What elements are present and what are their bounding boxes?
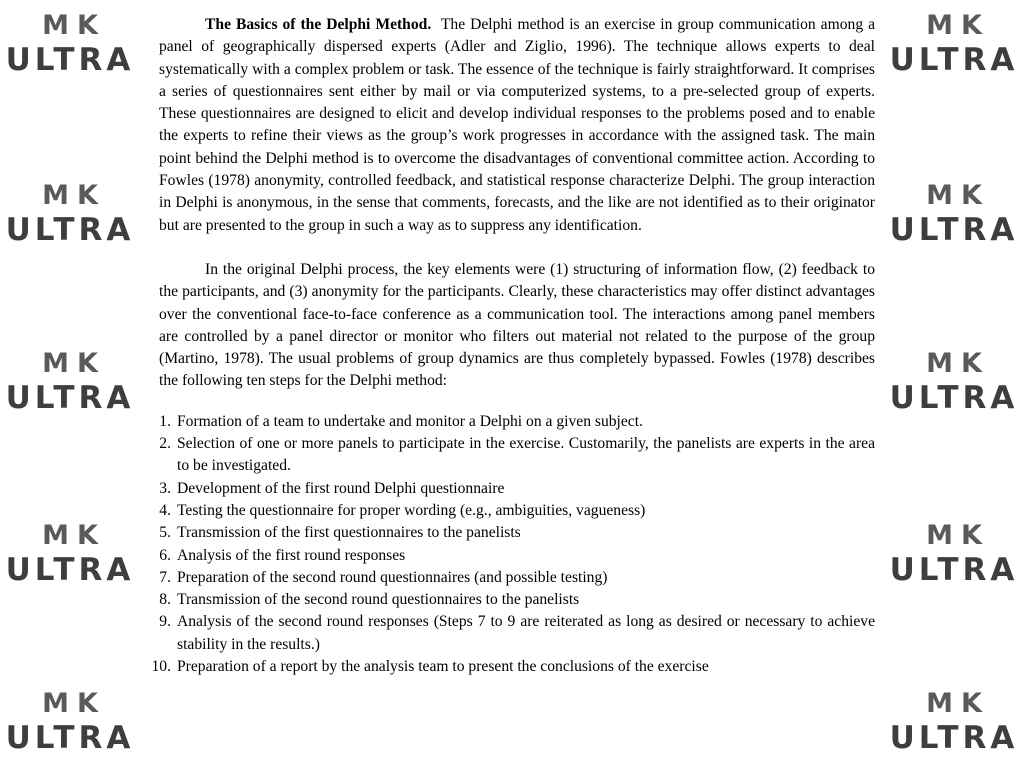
- article-body: [151, 14, 876, 678]
- list-item-text: Transmission of the first questionnaires to the panelists: [177, 524, 521, 542]
- watermark-ultra: ULTRA: [889, 42, 1019, 78]
- list-item-text: Transmission of the second round questionnaires to the panelists: [177, 591, 580, 609]
- list-item: [159, 433, 875, 478]
- list-item-number: 2.: [159, 435, 171, 453]
- watermark-logo: [884, 690, 1024, 754]
- watermark-ultra: ULTRA: [5, 720, 135, 756]
- list-item-number: 1.: [159, 412, 171, 430]
- watermark-logo: [884, 12, 1024, 76]
- watermark-ultra: ULTRA: [5, 42, 135, 78]
- list-item-text: Formation of a team to undertake and monitor a Delphi on a given subject.: [177, 412, 643, 430]
- list-item-number: 3.: [159, 479, 171, 497]
- list-item: [159, 522, 875, 544]
- list-item: [159, 545, 875, 567]
- watermark-logo: [884, 182, 1024, 246]
- list-item-text: Preparation of a report by the analysis team to present the conclusions of the exercise: [177, 658, 709, 676]
- watermark-mk: MK: [926, 520, 990, 551]
- list-item: [159, 500, 875, 522]
- watermark-mk: MK: [42, 520, 106, 551]
- paragraph-intro-text: The Delphi method is an exercise in group communication among a panel of geographically dispersed experts (Adler and Ziglio, 1996). The technique allows experts to deal systematically with a complex problem or task. The essence of the technique is fairly straightforward. It comprises a series of questionnaires sent either by mail or via computerized systems, to a pre-selected group of experts. These questionnaires are designed to elicit and develop individual responses to the problems posed and to enable the experts to refine their views as the group’s work progresses in accordance with the assigned task. The main point behind the Delphi method is to overcome the disadvantages of conventional committee action. According to Fowles (1978) anonymity, controlled feedback, and statistical response characterize Delphi. The group interaction in Delphi is anonymous, in the sense that comments, forecasts, and the like are not identified as to their originator but are presented to the group in such a way as to suppress any identification.: [159, 16, 876, 234]
- list-item: [159, 589, 875, 611]
- list-item-text: Analysis of the first round responses: [177, 546, 406, 564]
- watermark-ultra: ULTRA: [5, 380, 135, 416]
- watermark-ultra: ULTRA: [889, 720, 1019, 756]
- list-item: [151, 656, 875, 678]
- watermark-mk: MK: [926, 688, 990, 719]
- watermark-logo: [0, 522, 140, 586]
- list-item: [159, 478, 875, 500]
- watermark-logo: [0, 12, 140, 76]
- list-item-number: 4.: [159, 501, 171, 519]
- watermark-ultra: ULTRA: [889, 552, 1019, 588]
- list-item-text: Development of the first round Delphi questionnaire: [177, 479, 505, 497]
- watermark-mk: MK: [926, 180, 990, 211]
- list-item-text: Selection of one or more panels to participate in the exercise. Customarily, the panelists are experts in the area to be investigated.: [177, 435, 875, 475]
- paragraph-intro: [159, 14, 875, 237]
- list-item-number: 6.: [159, 546, 171, 564]
- list-item-number: 8.: [159, 591, 171, 609]
- watermark-ultra: ULTRA: [5, 552, 135, 588]
- list-item: [159, 611, 875, 656]
- watermark-mk: MK: [42, 180, 106, 211]
- watermark-mk: MK: [42, 348, 106, 379]
- watermark-ultra: ULTRA: [889, 380, 1019, 416]
- list-item: [159, 567, 875, 589]
- list-item-text: Analysis of the second round responses (Steps 7 to 9 are reiterated as long as desired or necessary to achieve stability in the results.): [177, 613, 875, 653]
- watermark-logo: [0, 350, 140, 414]
- watermark-mk: MK: [42, 10, 106, 41]
- section-heading: The Basics of the Delphi Method.: [205, 16, 432, 33]
- list-item: [159, 411, 875, 433]
- steps-list: [151, 411, 875, 679]
- list-item-number: 9.: [159, 613, 171, 631]
- watermark-mk: MK: [42, 688, 106, 719]
- watermark-logo: [884, 350, 1024, 414]
- watermark-ultra: ULTRA: [889, 212, 1019, 248]
- watermark-mk: MK: [926, 10, 990, 41]
- list-item-number: 10.: [151, 658, 171, 676]
- watermark-logo: [884, 522, 1024, 586]
- list-item-text: Preparation of the second round questionnaires (and possible testing): [177, 568, 608, 586]
- list-item-text: Testing the questionnaire for proper wording (e.g., ambiguities, vagueness): [177, 501, 646, 519]
- watermark-ultra: ULTRA: [5, 212, 135, 248]
- watermark-mk: MK: [926, 348, 990, 379]
- watermark-logo: [0, 182, 140, 246]
- paragraph-process: In the original Delphi process, the key elements were (1) structuring of information flow, (2) feedback to the participants, and (3) anonymity for the participants. Clearly, these characteristics may offer distinct advantages over the conventional face-to-face conference as a communication tool. The interactions among panel members are controlled by a panel director or monitor who filters out material not related to the purpose of the group (Martino, 1978). The usual problems of group dynamics are thus completely bypassed. Fowles (1978) describes the following ten steps for the Delphi method:: [159, 260, 875, 390]
- list-item-number: 5.: [159, 524, 171, 542]
- list-item-number: 7.: [159, 568, 171, 586]
- watermark-logo: [0, 690, 140, 754]
